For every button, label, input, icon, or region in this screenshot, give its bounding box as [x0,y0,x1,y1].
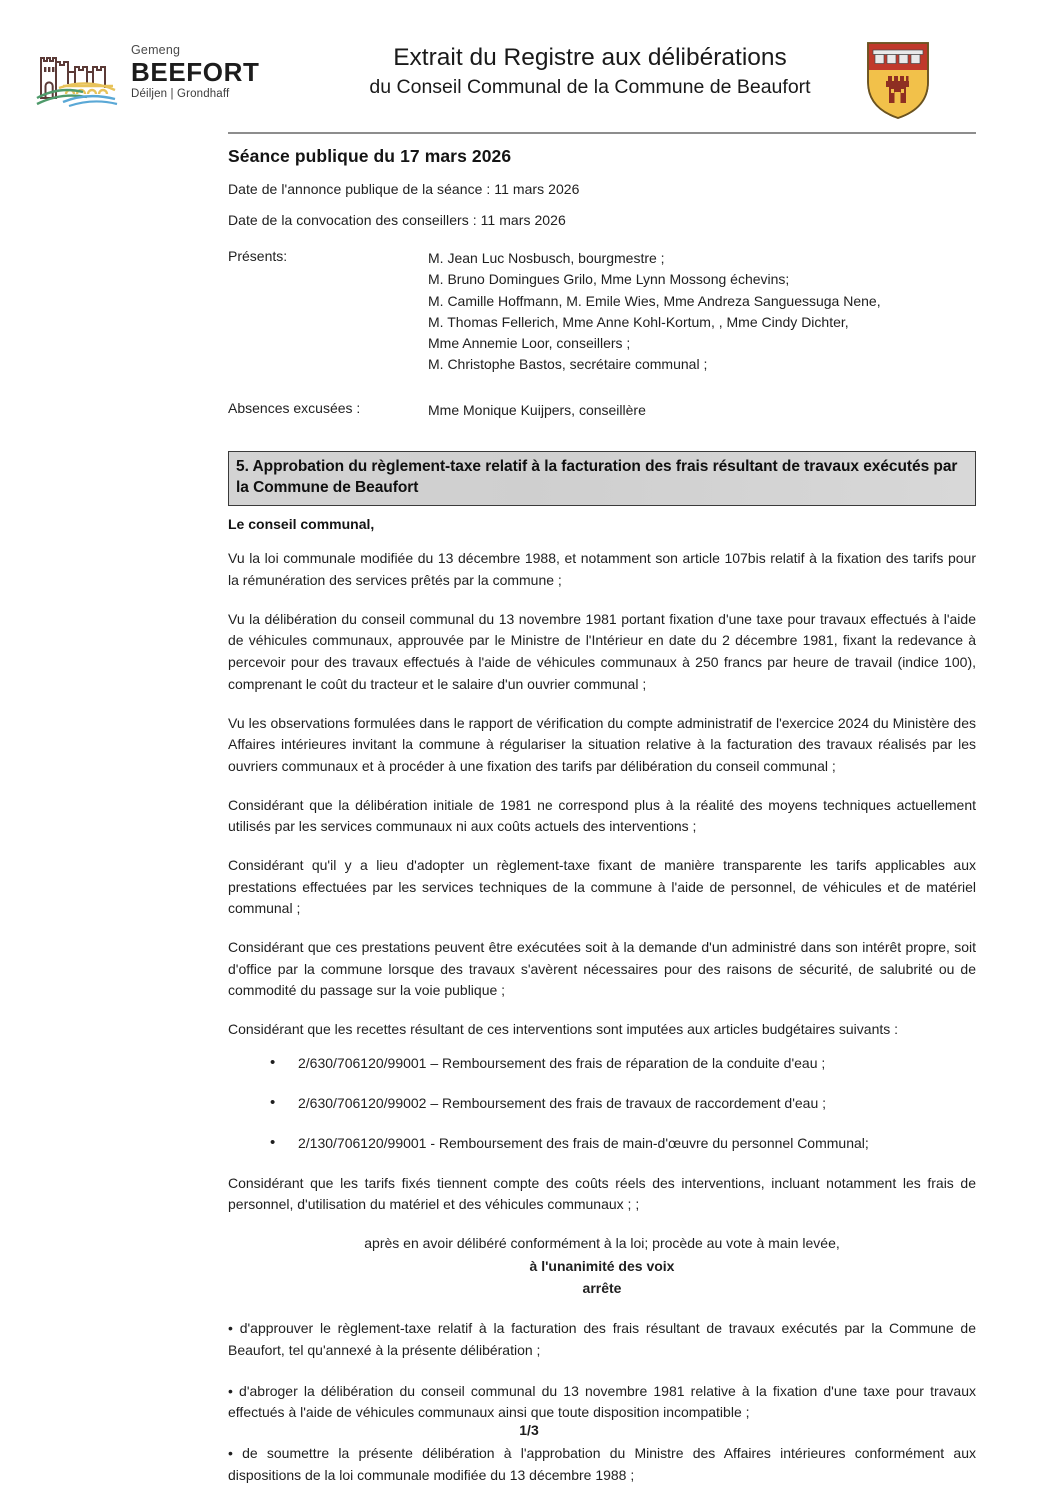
absent-names [428,400,646,421]
page-number: 1/3 [519,1422,539,1438]
resolution-paragraph: Considérant qu'il y a lieu d'adopter un règlement-taxe fixant de manière transparente les tarifs applicables aux prestations effectuées par les services techniques de la commune à l'aide de personnel, de véhicules et de matériel communal ; [228,856,976,917]
present-line: M. Camille Hoffmann, M. Emile Wies, Mme Andreza Sanguessuga Nene, [428,292,881,309]
council-intro-line: Le conseil communal, [228,516,375,533]
decision-item: • de soumettre la présente délibération à l'approbation du Ministre des Affaires intérieures conformément aux dispositions de la loi communale modifiée du 13 décembre 1988 ; [228,1445,976,1483]
announce-date-line: Date de l'annonce publique de la séance : 11 mars 2026 [228,181,580,197]
resolution-paragraph: Vu la délibération du conseil communal du 13 novembre 1981 portant fixation d'une taxe pour travaux effectués à l'aide de véhicules communaux, approuvée par le Ministre de l'Intérieur en date du 2 décembre 1981, fixant la redevance à percevoir pour des travaux effectués à l'aide de véhicules communaux à 250 francs par heure de travail (indice 100), comprenant le coût du tracteur et le salaire d'un ouvrier communal ; [228,610,976,692]
vote-block [228,1232,976,1299]
present-names [428,248,881,376]
municipality-branding [33,36,259,108]
document-title-block [330,44,850,99]
session-title: Séance publique du 17 mars 2026 [228,146,512,166]
present-line: M. Thomas Fellerich, Mme Anne Kohl-Kortum, , Mme Cindy Dichter, [428,313,849,330]
present-line: M. Christophe Bastos, secrétaire communal ; [428,356,708,373]
vote-line: après en avoir délibéré conformément à la loi; procède au vote à main levée, [364,1235,840,1252]
absent-line: Mme Monique Kuijpers, conseillère [428,401,646,418]
resolution-closing-paragraph: Considérant que les tarifs fixés tiennent compte des coûts réels des interventions, incluant notamment les frais de personnel, d'utilisation du matériel et des véhicules communaux ; ; [228,1174,976,1213]
list-item: • 2/630/706120/99001 – Remboursement des frais de réparation de la conduite d'eau ; [228,1053,976,1074]
brand-name: BEEFORT [131,57,260,87]
decision-item: • d'abroger la délibération du conseil communal du 13 novembre 1981 relative à la fixation d'une taxe pour travaux effectués à l'aide de véhicules communaux ainsi que toute disposition incompatible ; [228,1382,976,1421]
budget-articles-list [228,1053,976,1154]
list-item: • 2/630/706120/99002 – Remboursement des frais de travaux de raccordement d'eau ; [228,1093,976,1114]
present-line: M. Bruno Domingues Grilo, Mme Lynn Mossong échevins; [428,271,790,288]
header-divider [228,132,976,134]
beaufort-coat-of-arms [865,40,931,120]
present-label: Présents: [228,248,288,264]
resolution-heading-box [228,451,976,507]
present-line: M. Jean Luc Nosbusch, bourgmestre ; [428,250,665,266]
brand-supertitle: Gemeng [131,42,181,57]
resolution-heading: 5. Approbation du règlement-taxe relatif à la facturation des frais résultant de travaux exécutés par la Commune de Beaufort [236,457,958,496]
absent-members-block [228,400,976,421]
document-title: Extrait du Registre aux délibérations [393,44,787,71]
absent-label: Absences excusées : [228,399,361,416]
branding-text [131,44,259,101]
resolution-paragraph: Considérant que les recettes résultant de ces interventions sont imputées aux articles budgétaires suivants : [228,1021,899,1038]
resolution-paragraph: Vu les observations formulées dans le rapport de vérification du compte administratif de l'exercice 2024 du Ministère des Affaires intérieures invitant la commune à régulariser la situation relative à la facturation des travaux réalisés par les ouvriers communaux et à procéder à une fixation des tarifs par délibération du conseil communal ; [228,714,976,774]
decision-item: • d'approuver le règlement-taxe relatif à la facturation des frais résultant de travaux exécutés par la Commune de Beaufort, tel qu'annexé à la présente délibération ; [228,1320,976,1358]
document-subtitle: du Conseil Communal de la Commune de Beaufort [369,75,811,98]
resolution-paragraph: Vu la loi communale modifiée du 13 décembre 1988, et notamment son article 107bis relatif à la fixation des tarifs pour la rémunération des services prêtés par la commune ; [228,550,976,589]
brand-subtitle: Déiljen | Grondhaff [131,88,230,100]
present-line: Mme Annemie Loor, conseillers ; [428,335,631,352]
resolution-paragraph: Considérant que la délibération initiale de 1981 ne correspond plus à la réalité des moyens techniques actuellement utilisés par les services communaux ni aux coûts actuels des interventions ; [228,796,976,835]
convocation-date-line: Date de la convocation des conseillers : 11 mars 2026 [228,212,566,228]
resolution-paragraph: Considérant que ces prestations peuvent être exécutées soit à la demande d'un administré dans son intérêt propre, soit d'office par la commune lorsque des travaux s'avèrent nécessaires pour des raisons de sécurité, de salubrité ou de commodité du passage sur la voie publique ; [228,939,976,999]
document-header [0,0,1058,134]
document-body [228,146,976,1486]
beefort-castle-logo [33,36,125,108]
decides-label: arrête [582,1279,622,1296]
present-members-block [228,248,976,376]
list-item: • 2/130/706120/99001 - Remboursement des frais de main-d'œuvre du personnel Communal; [228,1133,976,1154]
vote-result: à l'unanimité des voix [529,1257,675,1274]
